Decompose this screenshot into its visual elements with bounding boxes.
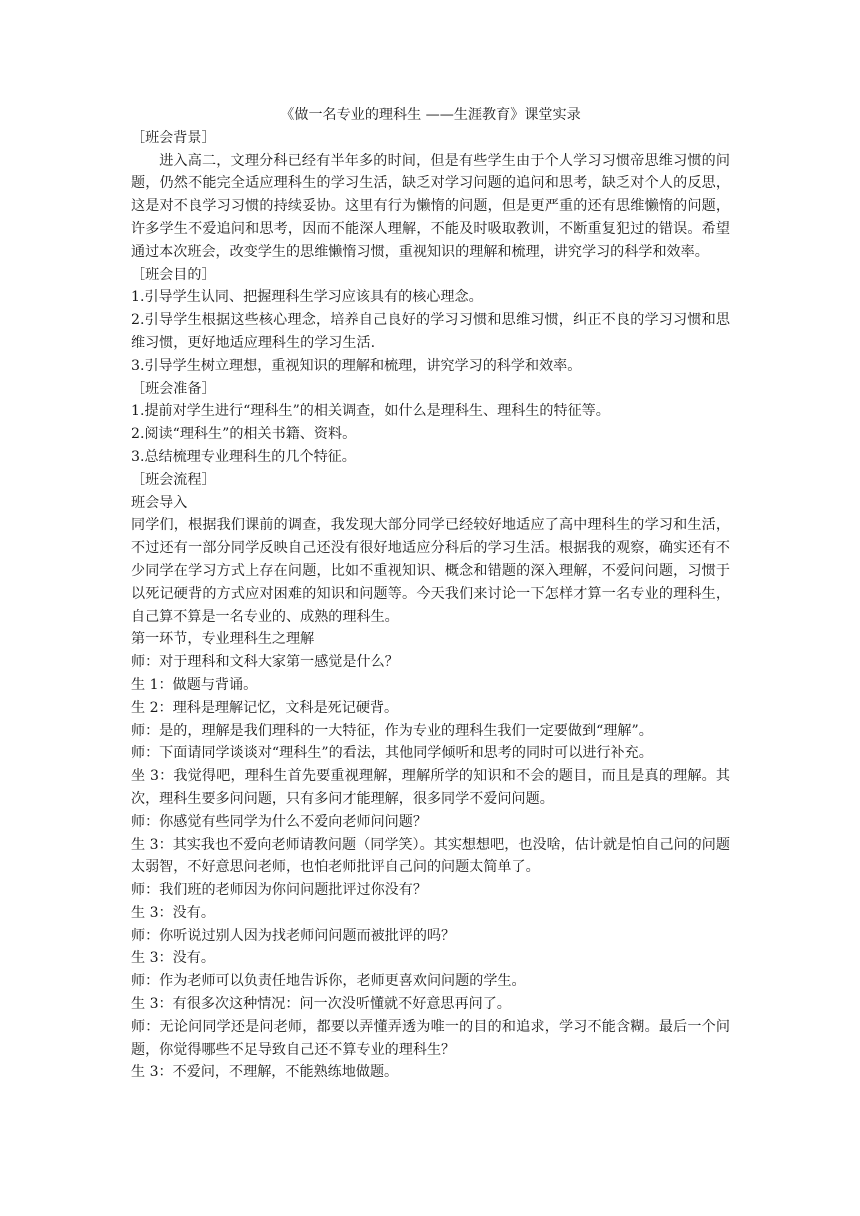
dialogue-line: 生 2：理科是理解记忆，文科是死记硬背。 <box>131 699 399 716</box>
intro-heading: 班会导入 <box>131 494 188 511</box>
dialogue-line: 师：对于理科和文科大家第一感觉是什么？ <box>131 654 399 671</box>
flow-heading: ［班会流程］ <box>131 471 216 488</box>
dialogue-line: 坐 3：我觉得吧，理科生首先要重视理解，理解所学的知识和不会的题目，而且是真的理解。其次，理科生要多问问题，只有多问才能理解，很多同学不爱问问题。 <box>131 768 730 807</box>
dialogue-line: 师：作为老师可以负责任地告诉你，老师更喜欢问问题的学生。 <box>131 973 526 990</box>
goal-item: 2.引导学生根据这些核心理念，培养自己良好的学习习惯和思维习惯，纠正不良的学习习惯和思维习惯，更好地适应理科生的学习生活. <box>131 312 730 351</box>
prep-heading: ［班会准备］ <box>131 380 216 397</box>
dialogue-line: 师：你感觉有些同学为什么不爱向老师问问题？ <box>131 813 427 830</box>
goal-item: 1.引导学生认同、把握理科生学习应该具有的核心理念。 <box>131 289 483 306</box>
intro-text: 同学们，根据我们课前的调查，我发现大部分同学已经较好地适应了高中理科生的学习和生活，不过还有一部分同学反映自己还没有很好地适应分科后的学习生活。根据我的观察，确实还有不少同学在学习方式上存在问题，比如不重视知识、概念和错题的深入理解，不爱问问题，习惯于以死记硬背的方式应对困难的知识和问题等。今天我们来讨论一下怎样才算一名专业的理科生，自己算不算是一名专业的、成熟的理科生。 <box>131 517 730 625</box>
prep-item: 2.阅读“理科生”的相关书籍、资料。 <box>131 426 357 443</box>
dialogue-line: 生 1：做题与背诵。 <box>131 676 258 693</box>
document-title: 《做一名专业的理科生 ——生涯教育》课堂实录 <box>280 107 581 123</box>
dialogue-line: 生 3：有很多次这种情况：问一次没听懂就不好意思再问了。 <box>131 996 511 1013</box>
prep-item: 1.提前对学生进行“理科生”的相关调查，如什么是理科生、理科生的特征等。 <box>131 403 610 420</box>
dialogue-line: 生 3：其实我也不爱向老师请教问题（同学笑）。其实想想吧，也没啥，估计就是怕自己问的问题太弱智，不好意思问老师，也怕老师批评自己问的问题太简单了。 <box>131 836 730 876</box>
dialogue-line: 师：下面请同学谈谈对“理科生”的看法，其他同学倾听和思考的同时可以进行补充。 <box>131 745 653 762</box>
dialogue-line: 生 3：没有。 <box>131 904 215 921</box>
background-text: 进入高二，文理分科已经有半年多的时间，但是有些学生由于个人学习习惯帝思维习惯的问题，仍然不能完全适应理科生的学习生活，缺乏对学习问题的追问和思考，缺乏对个人的反思，这是对不良学习习惯的持续妥协。这里有行为懒惰的问题，但是更严重的还有思维懒惰的问题，许多学生不爱追问和思考，因而不能深人理解，不能及时吸取教训，不断重复犯过的错误。希望通过本次班会，改变学生的思维懒惰习惯，重视知识的理解和梳理，讲究学习的科学和效率。 <box>131 152 730 260</box>
goal-item: 3.引导学生树立理想，重视知识的理解和梳理，讲究学习的科学和效率。 <box>131 357 582 374</box>
dialogue-line: 生 3：没有。 <box>131 950 215 967</box>
dialogue-line: 生 3：不爱问，不理解，不能熟练地做题。 <box>131 1064 399 1081</box>
goals-heading: ［班会目的］ <box>131 266 216 283</box>
dialogue-line: 师：无论问同学还是问老师，都要以弄懂弄透为唯一的目的和追求，学习不能含糊。最后一个问题，你觉得哪些不足导致自己还不算专业的理科生？ <box>131 1018 730 1058</box>
dialogue-line: 师：你听说过别人因为找老师问问题而被批评的吗？ <box>131 927 456 944</box>
dialogue-line: 师：是的，理解是我们理科的一大特征，作为专业的理科生我们一定要做到“理解”。 <box>131 722 653 739</box>
background-heading: ［班会背景］ <box>131 129 216 146</box>
prep-item: 3.总结梳理专业理科生的几个特征。 <box>131 448 356 465</box>
dialogue-line: 师：我们班的老师因为你问问题批评过你没有？ <box>131 882 427 899</box>
section1-heading: 第一环节，专业理科生之理解 <box>131 631 315 648</box>
